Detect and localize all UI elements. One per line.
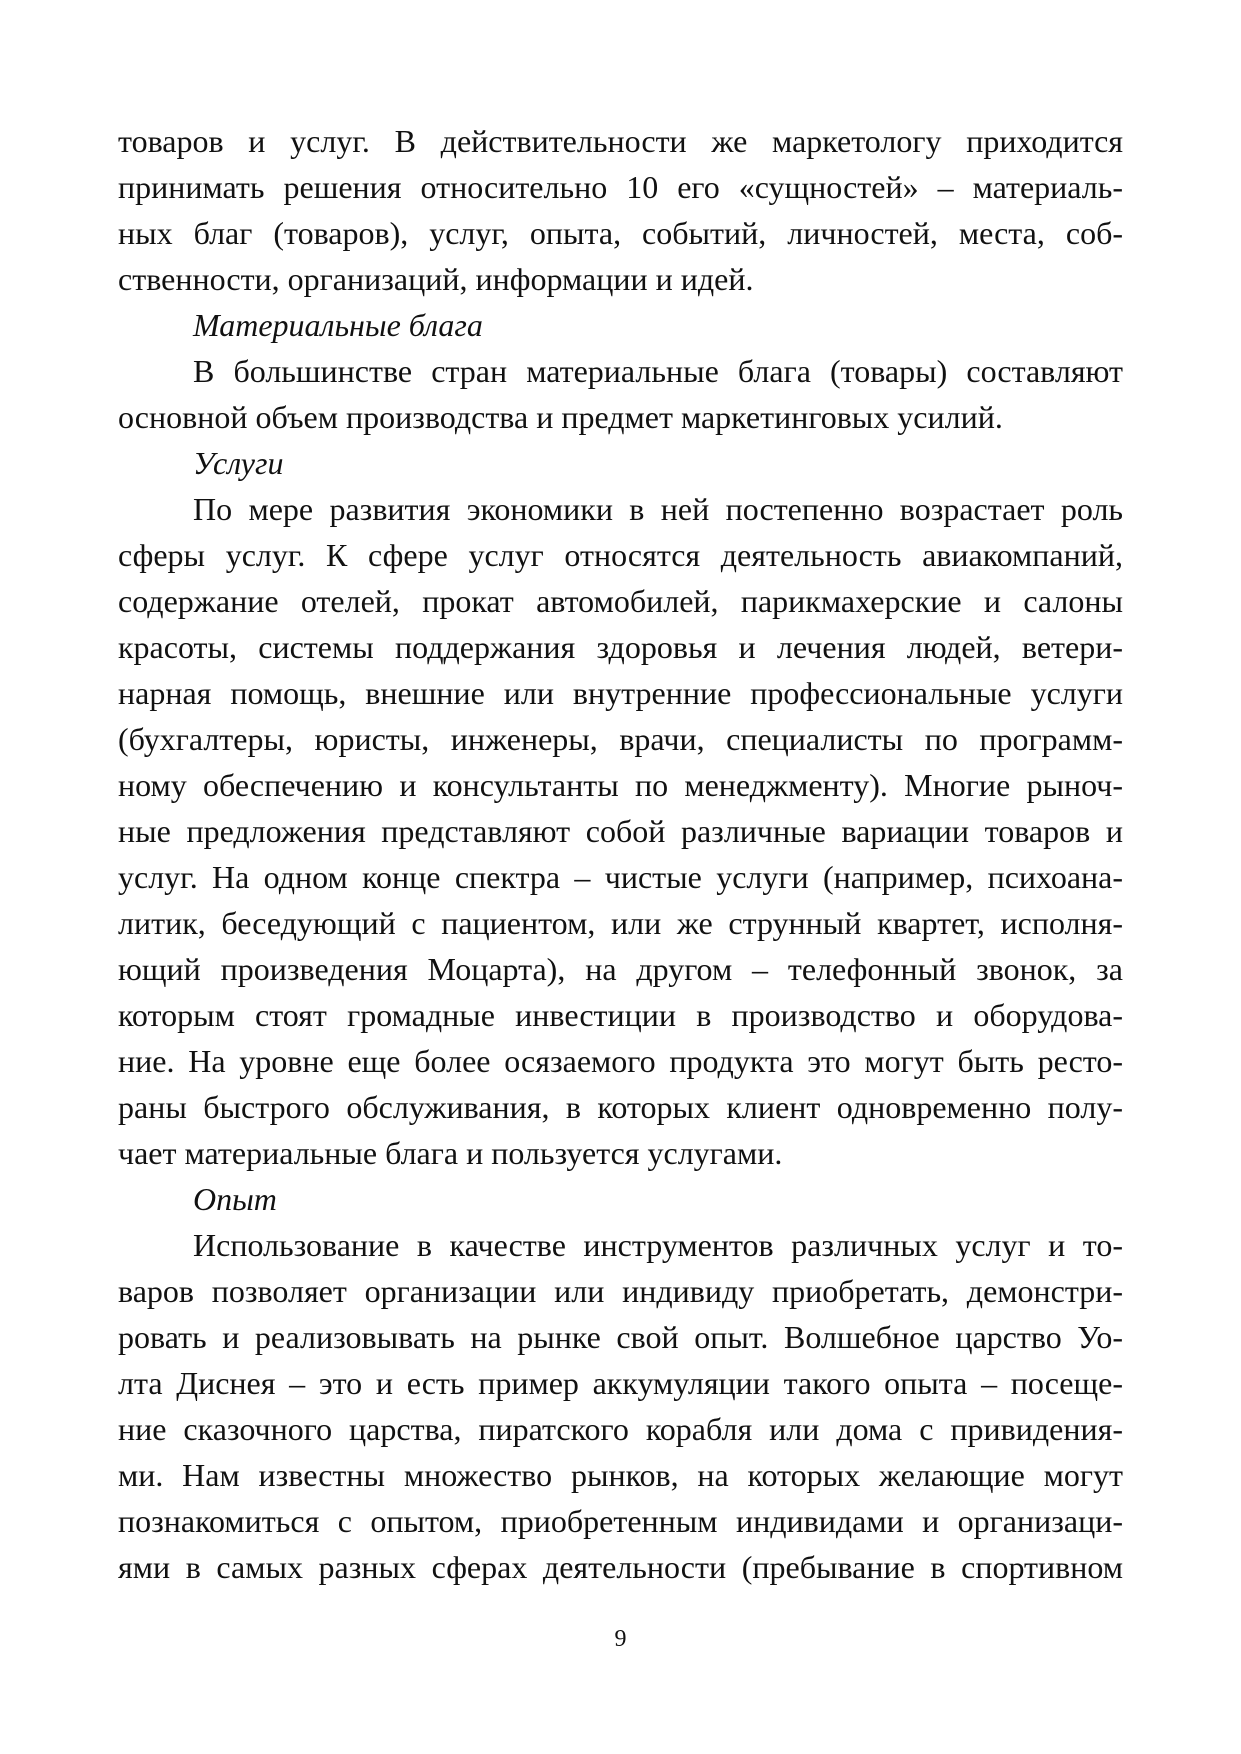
- text-line: По мере развития экономики в ней постепенно возрастает роль: [193, 491, 1123, 527]
- text-line: раны быстрого обслуживания, в которых клиент одновременно полу-: [118, 1089, 1123, 1125]
- section-heading-experience: Опыт: [193, 1181, 277, 1217]
- text-line: ющий произведения Моцарта), на другом – телефонный звонок, за: [118, 951, 1123, 987]
- text-line: чает материальные блага и пользуется услугами.: [118, 1135, 783, 1171]
- text-line: нарная помощь, внешние или внутренние профессиональные услуги: [118, 675, 1123, 711]
- text-line: ями в самых разных сферах деятельности (пребывание в спортивном: [118, 1549, 1123, 1585]
- text-line: ственности, организаций, информации и идей.: [118, 261, 754, 297]
- text-line: ному обеспечению и консультанты по менеджменту). Многие рыноч-: [118, 767, 1123, 803]
- text-line: принимать решения относительно 10 его «сущностей» – материаль-: [118, 169, 1123, 205]
- text-line: ных благ (товаров), услуг, опыта, событий, личностей, места, соб-: [118, 215, 1123, 251]
- text-line: услуг. На одном конце спектра – чистые услуги (например, психоана-: [118, 859, 1123, 895]
- text-line: ние сказочного царства, пиратского корабля или дома с привидения-: [118, 1411, 1123, 1447]
- text-line: Использование в качестве инструментов различных услуг и то-: [193, 1227, 1123, 1263]
- page-number: 9: [614, 1626, 627, 1652]
- section-heading-services: Услуги: [193, 445, 284, 481]
- text-line: В большинстве стран материальные блага (товары) составляют: [193, 353, 1123, 389]
- page-body: [118, 118, 1123, 1590]
- text-line: красоты, системы поддержания здоровья и лечения людей, ветери-: [118, 629, 1123, 665]
- text-line: которым стоят громадные инвестиции в производство и оборудова-: [118, 997, 1123, 1033]
- text-line: ровать и реализовывать на рынке свой опыт. Волшебное царство Уо-: [118, 1319, 1123, 1355]
- text-line: ние. На уровне еще более осязаемого продукта это могут быть ресто-: [118, 1043, 1123, 1079]
- text-line: основной объем производства и предмет маркетинговых усилий.: [118, 399, 1003, 435]
- text-line: лта Диснея – это и есть пример аккумуляции такого опыта – посеще-: [118, 1365, 1123, 1401]
- section-heading-material-goods: Материальные блага: [193, 307, 483, 343]
- text-line: познакомиться с опытом, приобретенным индивидами и организаци-: [118, 1503, 1123, 1539]
- text-line: ми. Нам известны множество рынков, на которых желающие могут: [118, 1457, 1123, 1493]
- text-line: товаров и услуг. В действительности же маркетологу приходится: [118, 123, 1123, 159]
- text-line: содержание отелей, прокат автомобилей, парикмахерские и салоны: [118, 583, 1123, 619]
- text-line: варов позволяет организации или индивиду приобретать, демонстри-: [118, 1273, 1123, 1309]
- text-line: литик, беседующий с пациентом, или же струнный квартет, исполня-: [118, 905, 1123, 941]
- text-line: сферы услуг. К сфере услуг относятся деятельность авиакомпаний,: [118, 537, 1123, 573]
- text-line: ные предложения представляют собой различные вариации товаров и: [118, 813, 1123, 849]
- text-line: (бухгалтеры, юристы, инженеры, врачи, специалисты по программ-: [118, 721, 1123, 757]
